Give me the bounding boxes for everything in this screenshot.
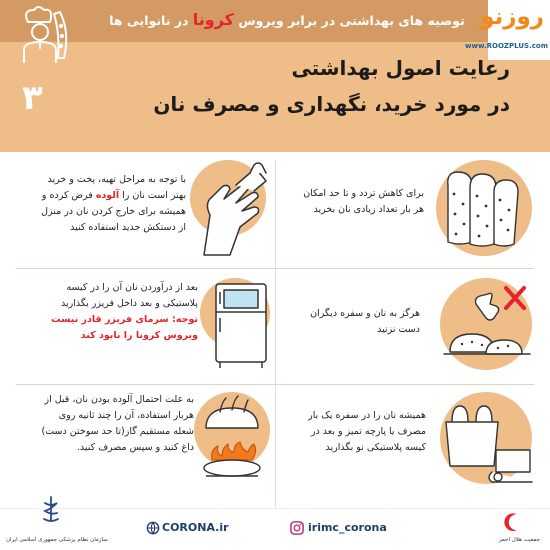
flame-bread-icon <box>192 388 272 492</box>
corona-site-link[interactable]: CORONA.ir <box>162 521 229 534</box>
tips-row-3 <box>0 388 550 506</box>
medical-council-logo-icon <box>36 491 66 525</box>
row-divider-2 <box>16 384 534 385</box>
glove-icon <box>184 154 274 266</box>
step-number: ۳ <box>22 78 43 118</box>
site-logo[interactable] <box>465 0 550 60</box>
title-line-2: در مورد خرید، نگهداری و مصرف نان <box>153 92 510 116</box>
footer <box>0 508 550 550</box>
tips-row-2 <box>0 272 550 390</box>
red-crescent-caption: جمعیت هلال احمر <box>498 537 540 543</box>
plastic-bag-icon <box>436 390 536 490</box>
no-eating-text: هرگز به نان و سفره دیگران دست نزنید <box>310 308 420 335</box>
title-line-1: رعایت اصول بهداشتی <box>291 56 510 80</box>
freezer-note-1: توجه: سرمای فریزر قادر نیست <box>51 314 198 325</box>
red-crescent-logo-icon <box>492 511 532 535</box>
gloves-text: با توجه به مراحل تهیه، پخت و خرید بهتر است نان را آلوده فرض کرده و همیشه برای خارج کردن نان در منزل از دستکش جدید استفاده کنید <box>41 174 186 233</box>
row-divider-1 <box>16 268 534 269</box>
header-top-line <box>72 10 502 29</box>
wrap-text: همیشه نان را در سفره یک بار مصرف یا پارچه تمیز و بعد در کیسه پلاستیکی نو بگذارید <box>308 410 426 453</box>
medical-council-caption: سازمان نظام پزشکی جمهوری اسلامی ایران <box>6 537 108 543</box>
heat-text: به علت احتمال آلوده بودن نان، قبل از هربار استفاده، آن را چند ثانیه روی شعله مستقیم گاز(تا حد سوختن دست) داغ کنید و سپس مصرف کنید. <box>41 394 194 453</box>
logo-url: www.ROOZPLUS.com <box>465 42 548 50</box>
header <box>0 0 550 152</box>
freezer-icon <box>206 274 276 370</box>
logo-name: روزنو <box>480 4 544 30</box>
website-icon <box>146 521 160 535</box>
baker-icon <box>2 2 82 66</box>
top-line-before: توصیه های بهداشتی در برابر ویروس <box>238 13 465 28</box>
top-line-highlight: کرونا <box>192 10 234 29</box>
bread-icon <box>436 156 532 256</box>
instagram-handle[interactable]: irimc_corona <box>308 521 387 534</box>
tips-row-1 <box>0 152 550 270</box>
bread-buy-text: برای کاهش تردد و تا حد امکان هر بار تعداد زیادی نان بخرید <box>303 188 424 215</box>
freezer-note-2: ویروس کرونا را نابود کند <box>80 330 198 341</box>
no-touch-icon <box>436 272 536 376</box>
top-line-after: در نانوایی ها <box>109 13 189 28</box>
instagram-icon <box>290 521 304 535</box>
freezer-text: بعد از درآوردن نان آن را در کیسه پلاستیکی و بعد داخل فریزر بگذارید توجه: سرمای فریزر قادر نیست ویروس کرونا را نابود کند <box>16 280 198 344</box>
